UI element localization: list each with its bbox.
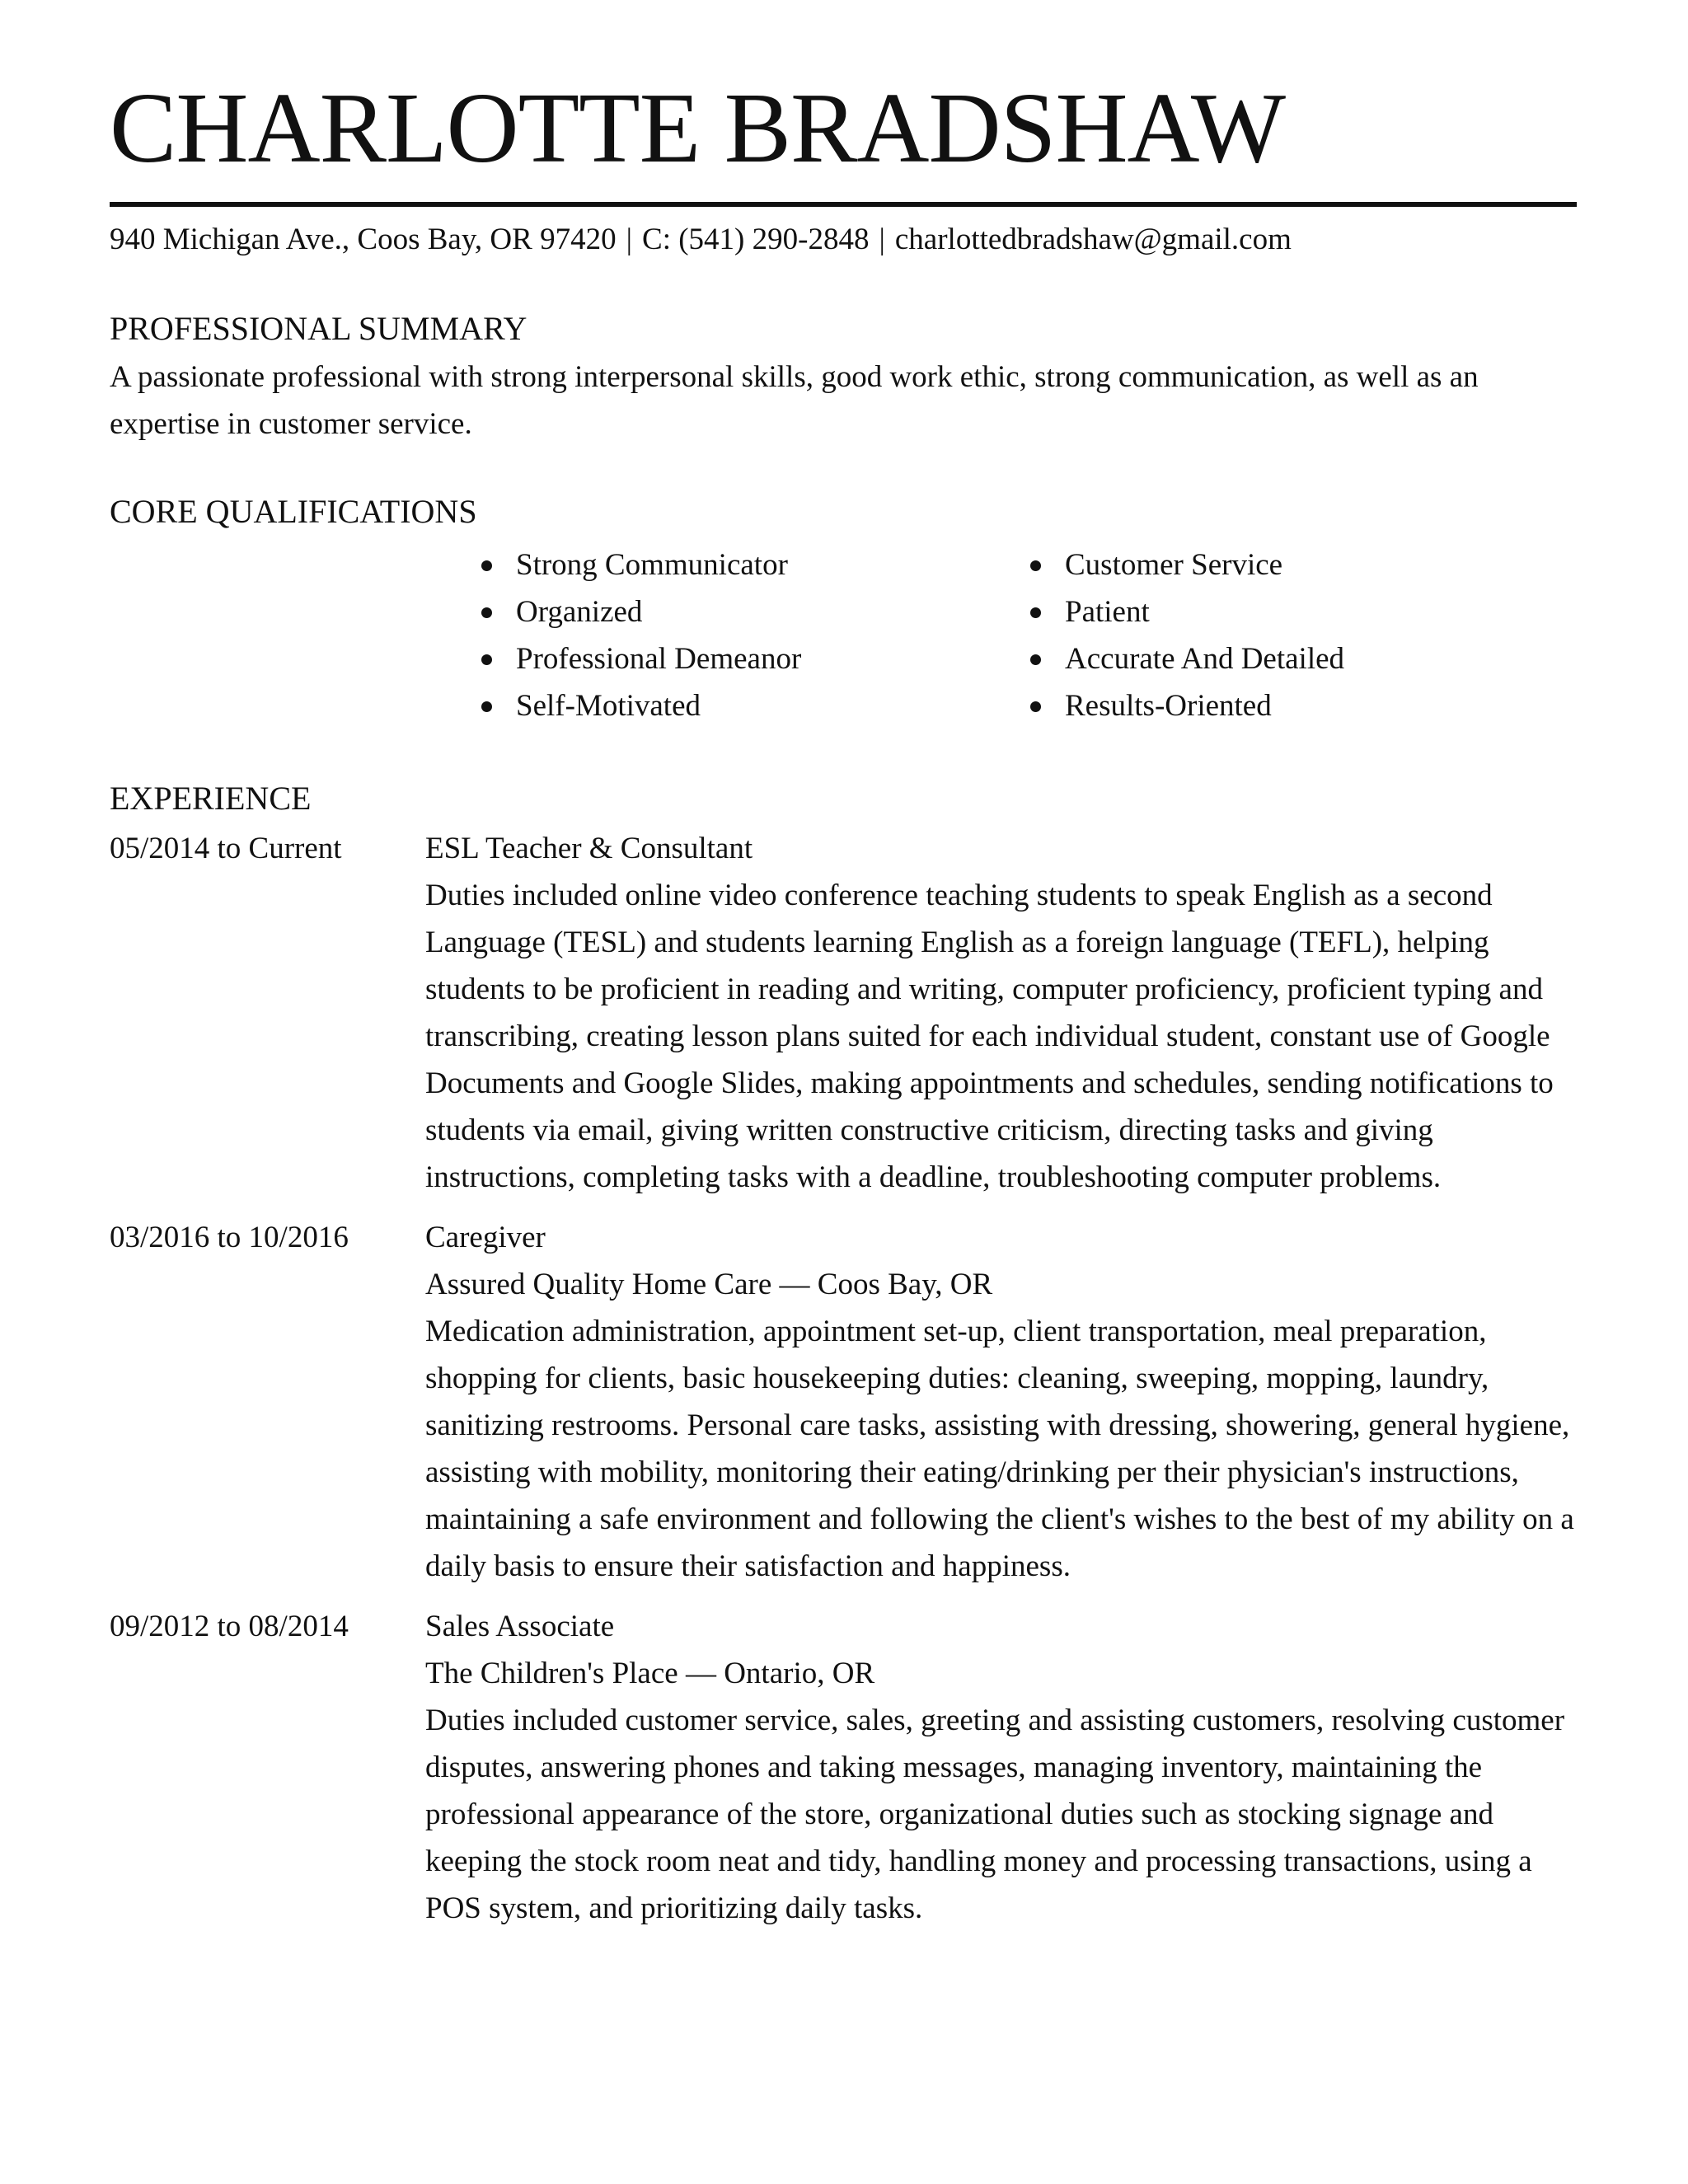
experience-heading: EXPERIENCE — [110, 780, 312, 818]
job-entry — [110, 1214, 1577, 1590]
qualification-item: Results-Oriented — [1028, 682, 1577, 729]
resume-page — [110, 73, 1577, 1932]
contact-email: charlottedbradshaw@gmail.com — [894, 223, 1292, 256]
job-description: Duties included customer service, sales, greeting and assisting customers, resolving customer disputes, answering phones and taking messages, managing inventory, maintaining the professional appearance of the store, organizational duties such as stocking signage and keeping the stock room neat and tidy, handling money and processing transactions, using a POS system, and prioritizing daily tasks. — [425, 1704, 1565, 1926]
job-dates: 05/2014 to Current — [110, 832, 342, 866]
job-details — [425, 1214, 1577, 1590]
qualifications-column-left — [479, 541, 1028, 729]
qualification-item: Organized — [479, 588, 1028, 635]
contact-phone: C: (541) 290-2848 — [642, 223, 870, 256]
job-company: The Children's Place — Ontario, OR — [425, 1657, 875, 1691]
name-divider — [110, 202, 1577, 207]
job-details — [425, 825, 1577, 1201]
qualifications-heading: CORE QUALIFICATIONS — [110, 493, 477, 531]
job-entry — [110, 1603, 1577, 1932]
contact-separator: | — [879, 223, 885, 256]
job-details — [425, 1603, 1577, 1932]
qualification-item: Accurate And Detailed — [1028, 635, 1577, 682]
contact-separator: | — [626, 223, 633, 256]
job-entry — [110, 825, 1577, 1201]
qualification-item: Professional Demeanor — [479, 635, 1028, 682]
qualification-item: Customer Service — [1028, 541, 1577, 588]
job-company: Assured Quality Home Care — Coos Bay, OR — [425, 1268, 993, 1302]
qualifications-list — [110, 541, 1577, 729]
candidate-name: CHARLOTTE BRADSHAW — [110, 73, 1286, 184]
qualification-item: Self-Motivated — [479, 682, 1028, 729]
job-title: Caregiver — [425, 1221, 546, 1255]
qualifications-column-right — [1028, 541, 1577, 729]
job-description: Medication administration, appointment set-up, client transportation, meal preparation, shopping for clients, basic housekeeping duties: cleaning, sweeping, mopping, laundry, sanitizing restrooms. Personal care tasks, assisting with dressing, showering, general hygiene, assisting with mobility, monitoring their eating/drinking per their physician's instructions, maintaining a safe environment and following the client's wishes to the best of my ability on a daily basis to ensure their satisfaction and happiness. — [425, 1315, 1574, 1584]
job-description: Duties included online video conference teaching students to speak English as a second Language (TESL) and students learning English as a foreign language (TEFL), helping students to be proficient in reading and writing, computer proficiency, proficient typing and transcribing, creating lesson plans suited for each individual student, constant use of Google Documents and Google Slides, making appointments and schedules, sending notifications to students via email, giving written constructive criticism, directing tasks and giving instructions, completing tasks with a deadline, troubleshooting computer problems. — [425, 879, 1554, 1195]
job-dates: 03/2016 to 10/2016 — [110, 1221, 349, 1255]
job-title: ESL Teacher & Consultant — [425, 832, 753, 866]
job-title: Sales Associate — [425, 1610, 615, 1644]
job-dates: 09/2012 to 08/2014 — [110, 1610, 349, 1644]
summary-heading: PROFESSIONAL SUMMARY — [110, 310, 528, 348]
qualification-item: Patient — [1028, 588, 1577, 635]
summary-text: A passionate professional with strong interpersonal skills, good work ethic, strong communication, as well as an expertise in customer service. — [110, 360, 1479, 442]
qualification-item: Strong Communicator — [479, 541, 1028, 588]
contact-line — [110, 222, 1577, 258]
contact-address: 940 Michigan Ave., Coos Bay, OR 97420 — [110, 223, 617, 256]
